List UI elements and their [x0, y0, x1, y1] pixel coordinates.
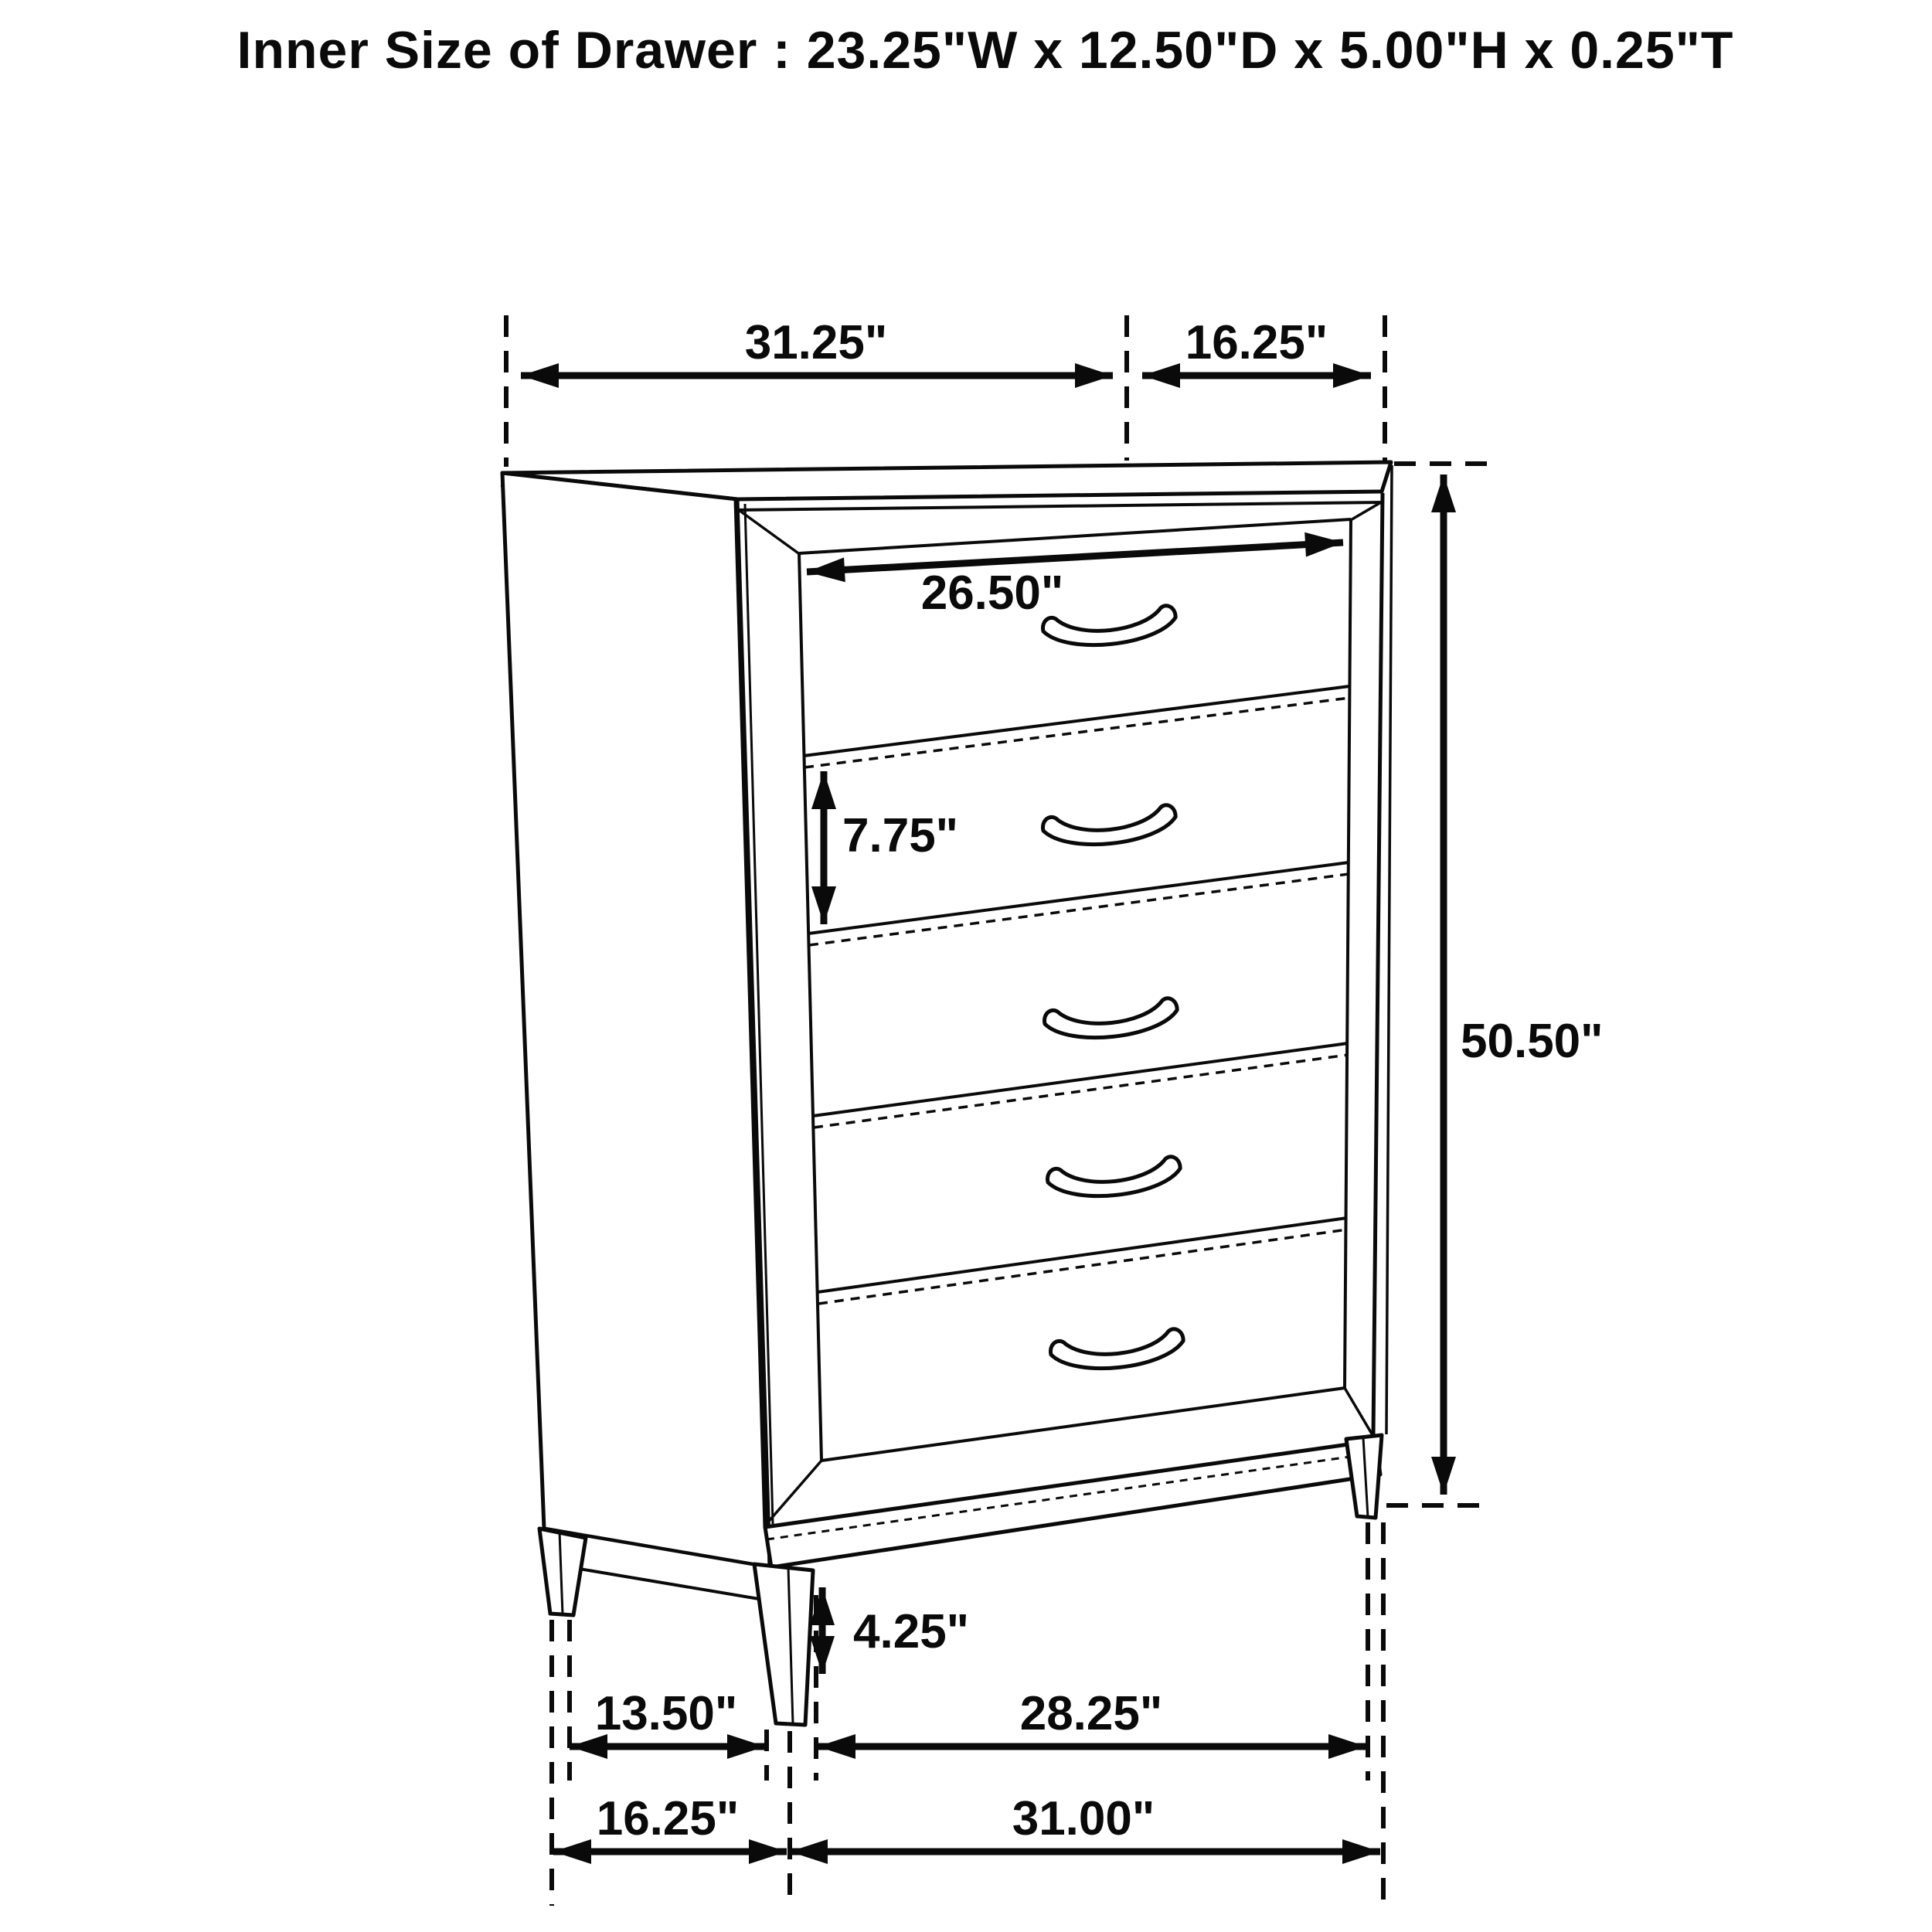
dim-label-overall-height: 50.50" [1461, 1015, 1604, 1068]
cabinet-side-panel [502, 473, 773, 1567]
dim-label-drawer-face-width: 26.50" [920, 566, 1064, 620]
dim-label-top-depth: 16.25" [1185, 316, 1328, 369]
dim-label-drawer-face-height: 7.75" [842, 809, 959, 862]
dim-label-base-inner-depth: 13.50" [594, 1687, 738, 1740]
page-title: Inner Size of Drawer : 23.25"W x 12.50"D x 5.00"H x 0.25"T [236, 21, 1734, 80]
dim-label-base-inner-width: 28.25" [1019, 1687, 1163, 1740]
dim-label-top-width: 31.25" [744, 316, 888, 369]
dim-label-base-depth: 16.25" [596, 1792, 740, 1845]
dim-label-base-width: 31.00" [1012, 1792, 1155, 1845]
dim-label-leg-height: 4.25" [853, 1605, 970, 1658]
